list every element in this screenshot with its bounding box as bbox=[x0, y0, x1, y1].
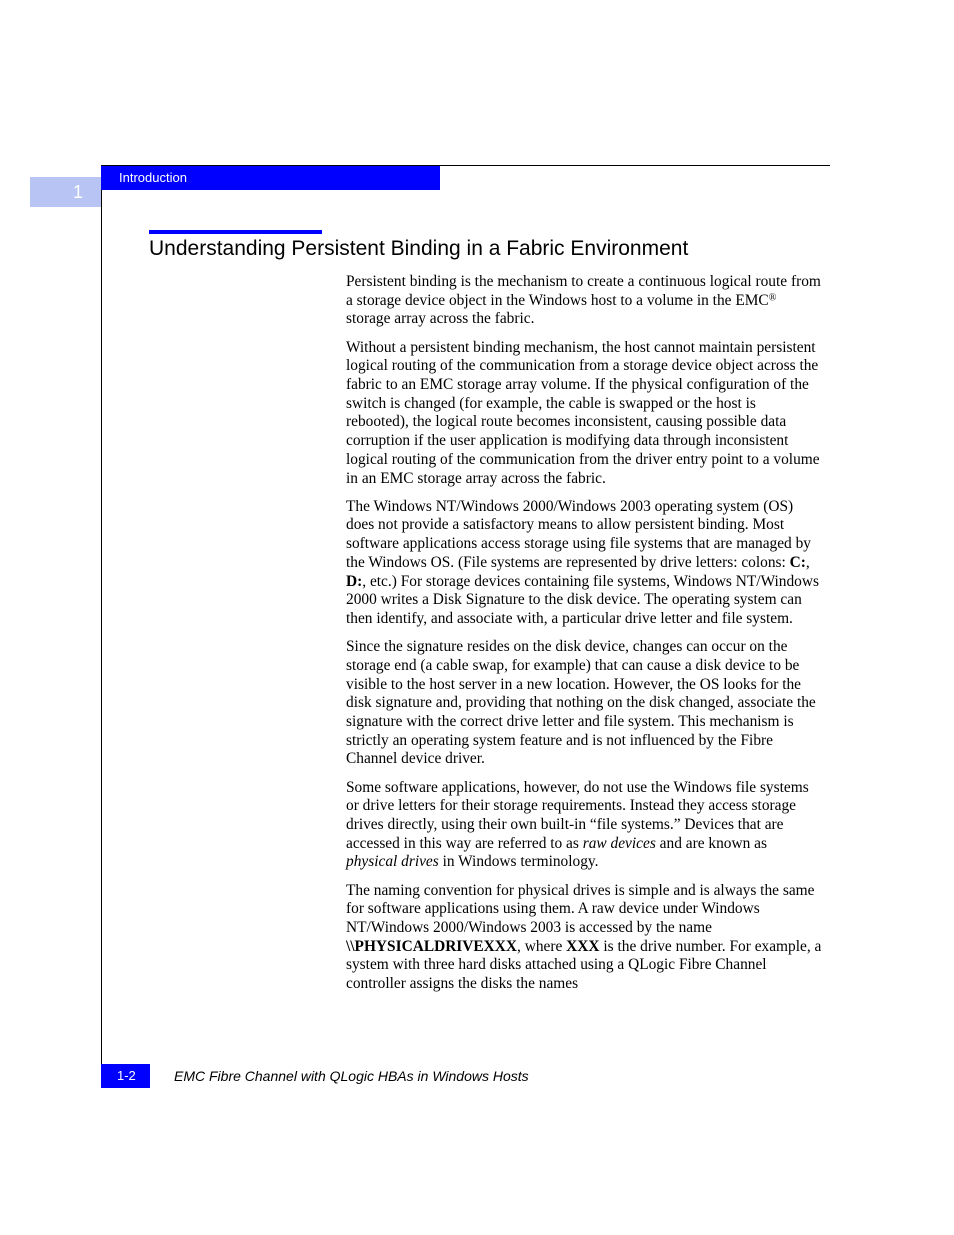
chapter-number: 1 bbox=[73, 182, 84, 202]
page-number: 1-2 bbox=[117, 1068, 136, 1083]
margin-rule bbox=[101, 165, 102, 1088]
paragraph: Persistent binding is the mechanism to create a continuous logical route from a storage device object in the Windows host to a volume in the EMC® storage array across the fabric. bbox=[346, 273, 821, 328]
text-run: XXX bbox=[566, 937, 600, 955]
paragraph: Some software applications, however, do not use the Windows file systems or drive letters for their storage requirements. Instead they access storage drives directly, using their own built-in “file systems.” Devices that are accessed in this way are referred to as raw devices and are known as physical drives in Windows terminology. bbox=[346, 778, 809, 871]
body-text bbox=[346, 273, 822, 1003]
paragraph: The naming convention for physical drives is simple and is always the same for software applications using them. A raw device under Windows NT/Windows 2000/Windows 2003 is accessed by the name \\PHYSICALDRIVEXXX, where XXX is the drive number. For example, a system with three hard disks attached using a QLogic Fibre Channel controller assigns the disks the names bbox=[346, 881, 822, 993]
section-title: Understanding Persistent Binding in a Fabric Environment bbox=[149, 237, 689, 260]
chapter-label: Introduction bbox=[119, 170, 187, 185]
text-run: raw devices bbox=[582, 834, 656, 852]
text-run: physical drives bbox=[346, 853, 439, 871]
text-run: C: bbox=[789, 553, 806, 571]
paragraph: The Windows NT/Windows 2000/Windows 2003 operating system (OS) does not provide a satisfactory means to allow persistent binding. Most software applications access storage using file systems that are managed by the Windows OS. (File systems are represented by drive letters: colons: C:, D:, etc.) For storage devices containing file systems, Windows NT/Windows 2000 writes a Disk Signature to the disk device. The operating system can then identify, and associate with, a particular drive letter and file system. bbox=[346, 497, 819, 627]
book-title: EMC Fibre Channel with QLogic HBAs in Windows Hosts bbox=[174, 1068, 529, 1084]
paragraph: Since the signature resides on the disk device, changes can occur on the storage end (a cable swap, for example) that can cause a disk device to be visible to the host server in a new location. However, the OS looks for the disk signature and, providing that nothing on the disk changed, associate the signature with the correct drive letter and file system. This mechanism is strictly an operating system feature and is not influenced by the Fibre Channel device driver. bbox=[346, 638, 816, 768]
section-title-rule bbox=[149, 230, 322, 234]
text-run: D: bbox=[346, 572, 363, 590]
text-run: \\PHYSICALDRIVEXXX bbox=[346, 937, 518, 955]
chapter-tab bbox=[30, 177, 101, 207]
paragraph: Without a persistent binding mechanism, the host cannot maintain persistent logical routing of the communication from a storage device object across the fabric to an EMC storage array volume. If the physical configuration of the switch is changed (for example, the cable is swapped or the host is rebooted), the logical route becomes inconsistent, causing possible data corruption if the user application is modifying data through inconsistent logical routing of the communication from the driver entry point to a volume in an EMC storage array across the fabric. bbox=[346, 338, 820, 487]
text-run: ® bbox=[768, 292, 777, 304]
